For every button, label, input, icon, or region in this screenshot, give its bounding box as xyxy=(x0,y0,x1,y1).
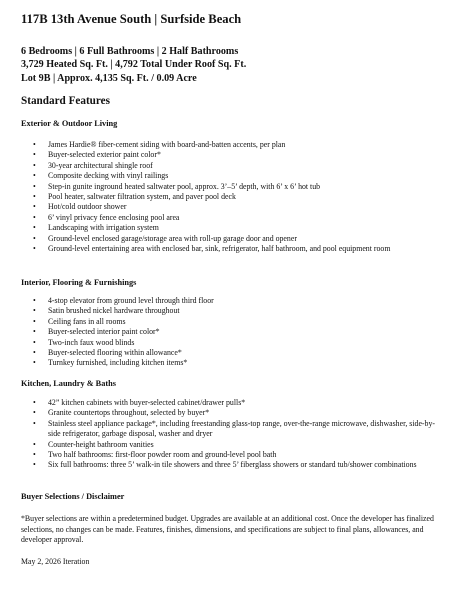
bullet-icon: • xyxy=(33,408,36,418)
interior-feature-list xyxy=(0,296,463,369)
property-specs xyxy=(21,45,246,85)
list-item: • 42” kitchen cabinets with buyer-selected cabinet/drawer pulls* xyxy=(33,398,246,407)
bullet-icon: • xyxy=(33,348,36,358)
bullet-icon: • xyxy=(33,223,36,233)
bullet-icon: • xyxy=(33,327,36,337)
bullet-icon: • xyxy=(33,337,36,347)
list-item: • 4-stop elevator from ground level through third floor xyxy=(33,296,214,305)
list-item: • Ceiling fans in all rooms xyxy=(33,316,126,326)
bullet-icon: • xyxy=(33,171,36,181)
bullet-icon: • xyxy=(33,358,36,368)
specs-bedrooms-bathrooms: 6 Bedrooms | 6 Full Bathrooms | 2 Half Bathrooms xyxy=(21,46,239,57)
bullet-icon: • xyxy=(33,233,36,243)
list-item: • Granite countertops throughout, selected by buyer* xyxy=(33,408,210,418)
section-heading-kitchen: Kitchen, Laundry & Baths xyxy=(21,379,116,388)
list-item: • Step-in gunite inground heated saltwater pool, approx. 3’–5’ depth, with 6’ x 6’ hot tub xyxy=(33,181,321,191)
bullet-icon: • xyxy=(33,398,36,407)
list-item: • Composite decking with vinyl railings xyxy=(33,171,169,181)
disclaimer-heading: Buyer Selections / Disclaimer xyxy=(21,492,125,501)
bullet-icon: • xyxy=(33,212,36,222)
list-item: • Turnkey furnished, including kitchen items* xyxy=(33,358,188,368)
list-item: • Stainless steel appliance package*, including freestanding glass-top range, over-the-range microwave, dishwasher, side-by-side refrigerator, garbage disposal, washer and dryer xyxy=(33,418,436,439)
list-item: • Satin brushed nickel hardware throughout xyxy=(33,306,180,316)
list-item: • Six full bathrooms: three 5’ walk-in tile showers and three 5’ fiberglass showers or standard tub/shower combinations xyxy=(33,460,417,470)
list-item: • Landscaping with irrigation system xyxy=(33,223,159,233)
bullet-icon: • xyxy=(33,244,36,254)
iteration-date: May 2, 2026 Iteration xyxy=(21,557,90,566)
bullet-icon: • xyxy=(33,150,36,160)
bullet-icon: • xyxy=(33,450,36,460)
list-item: • Buyer-selected exterior paint color* xyxy=(33,150,161,160)
bullet-icon: • xyxy=(33,316,36,326)
bullet-icon: • xyxy=(33,202,36,212)
bullet-icon: • xyxy=(33,418,36,428)
exterior-feature-list xyxy=(0,140,463,254)
bullet-icon: • xyxy=(33,296,36,305)
specs-lot-size: Lot 9B | Approx. 4,135 Sq. Ft. / 0.09 Acre xyxy=(21,72,197,84)
specs-square-footage: 3,729 Heated Sq. Ft. | 4,792 Total Under Roof Sq. Ft. xyxy=(21,59,247,71)
bullet-icon: • xyxy=(33,181,36,191)
bullet-icon: • xyxy=(33,306,36,316)
kitchen-feature-list xyxy=(0,398,463,471)
section-heading-interior: Interior, Flooring & Furnishings xyxy=(21,278,137,287)
list-item: • 6’ vinyl privacy fence enclosing pool area xyxy=(33,212,180,222)
list-item: • Hot/cold outdoor shower xyxy=(33,202,127,212)
list-item: • Ground-level enclosed garage/storage area with roll-up garage door and opener xyxy=(33,233,297,243)
list-item: • Buyer-selected interior paint color* xyxy=(33,327,160,337)
bullet-icon: • xyxy=(33,192,36,202)
page-title: 117B 13th Avenue South | Surfside Beach xyxy=(21,12,242,26)
bullet-icon: • xyxy=(33,439,36,449)
list-item: • Pool heater, saltwater filtration system, and paver pool deck xyxy=(33,192,236,202)
list-item: • Buyer-selected flooring within allowance* xyxy=(33,348,182,358)
section-heading-exterior: Exterior & Outdoor Living xyxy=(21,119,118,128)
bullet-icon: • xyxy=(33,160,36,170)
list-item: • James Hardie® fiber-cement siding with board-and-batten accents, per plan xyxy=(33,140,286,149)
bullet-icon: • xyxy=(33,140,36,149)
list-item: • Ground-level entertaining area with enclosed bar, sink, refrigerator, half bathroom, and pool equipment room xyxy=(33,244,391,254)
bullet-icon: • xyxy=(33,460,36,470)
disclaimer-text: *Buyer selections are within a predetermined budget. Upgrades are available at an additional cost. Once the developer has finalized selections, no changes can be made. Features, finishes, dimensions, and specifications are subject to final plans, allowances, and developer approval. xyxy=(21,514,434,545)
standard-features-heading: Standard Features xyxy=(21,95,110,107)
list-item: • Two half bathrooms: first-floor powder room and ground-level pool bath xyxy=(33,450,277,460)
list-item: • Counter-height bathroom vanities xyxy=(33,439,154,449)
list-item: • 30-year architectural shingle roof xyxy=(33,160,153,170)
list-item: • Two-inch faux wood blinds xyxy=(33,337,135,347)
